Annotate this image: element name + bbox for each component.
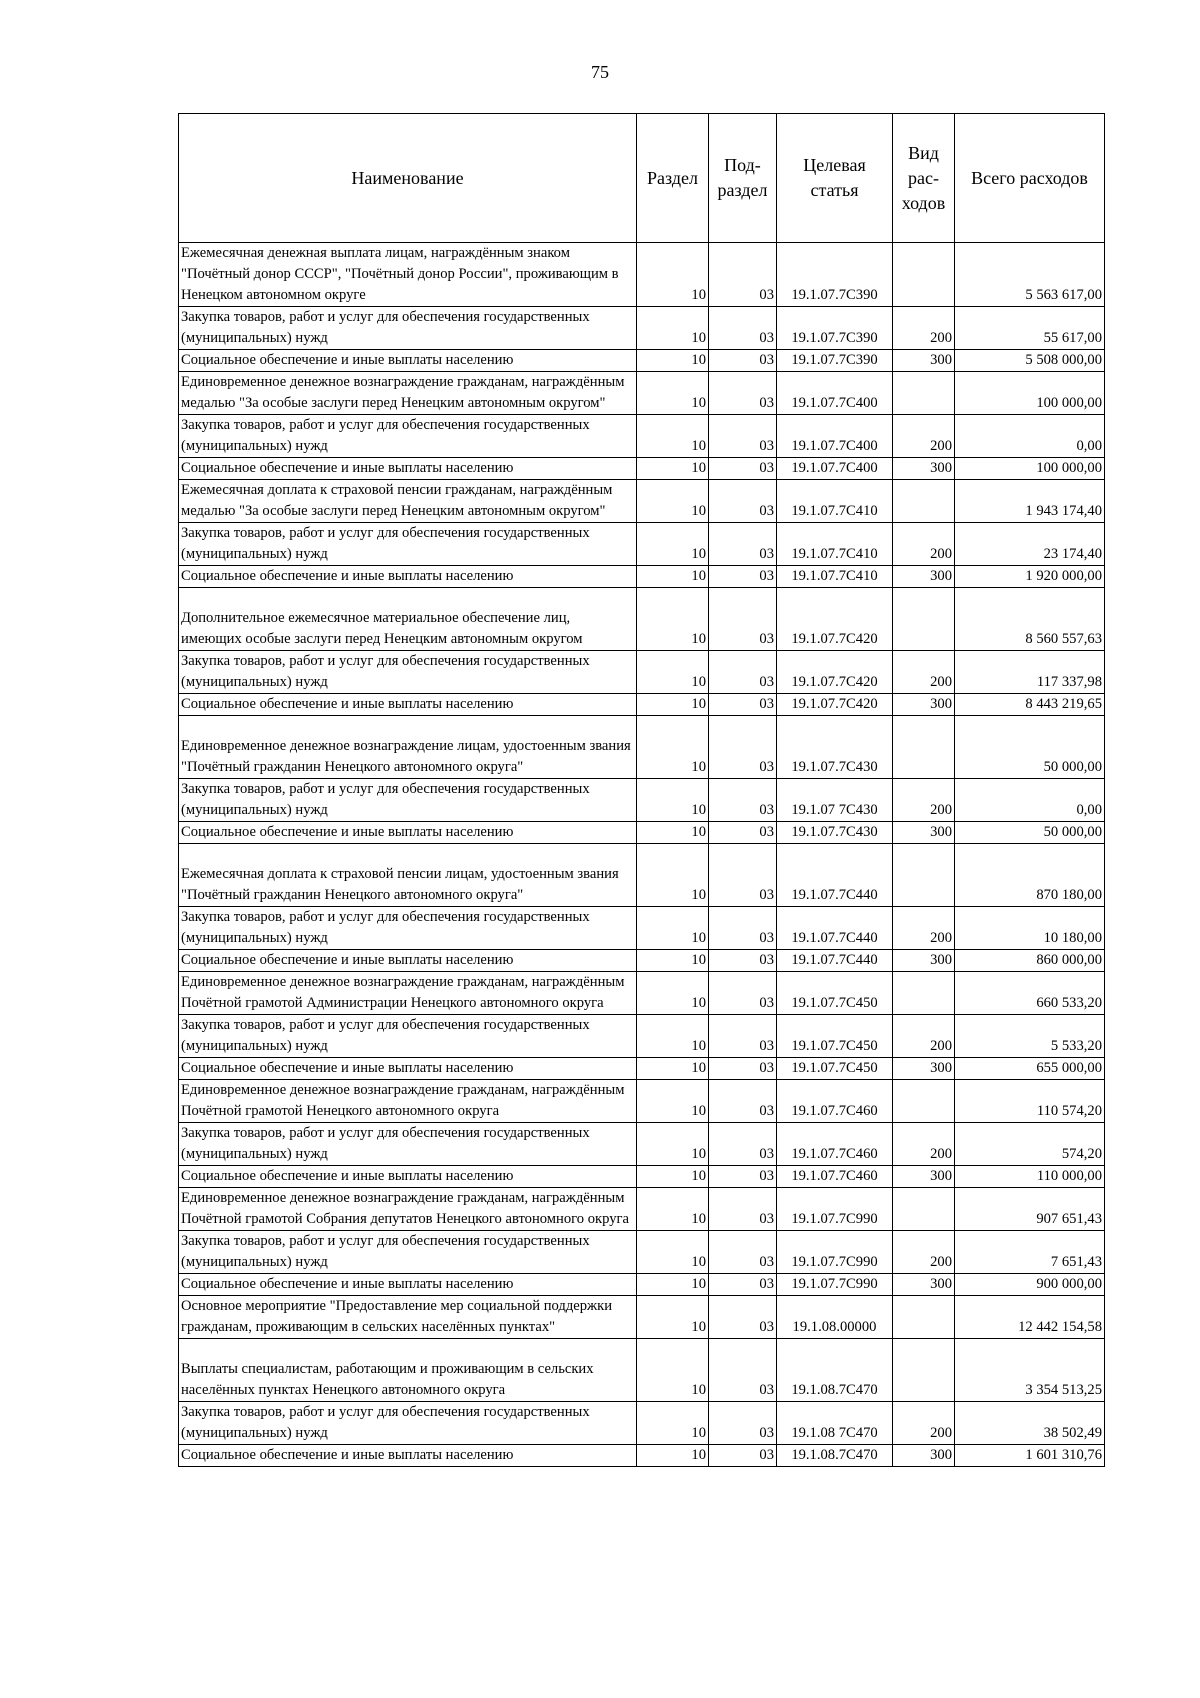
row-name: Социальное обеспечение и иные выплаты населению: [179, 1445, 637, 1467]
row-section: 10: [637, 651, 709, 694]
row-target: 19.1.07.7С390: [777, 243, 893, 307]
row-target: 19.1.07.7С440: [777, 844, 893, 907]
row-name: Закупка товаров, работ и услуг для обеспечения государственных (муниципальных) нужд: [179, 415, 637, 458]
row-name: Социальное обеспечение и иные выплаты населению: [179, 822, 637, 844]
row-expense-type: 200: [893, 1123, 955, 1166]
row-subsection: 03: [709, 1058, 777, 1080]
table-row: [179, 458, 1105, 480]
row-subsection: 03: [709, 307, 777, 350]
row-section: 10: [637, 972, 709, 1015]
table-row: [179, 1188, 1105, 1231]
row-section: 10: [637, 1339, 709, 1402]
row-target: 19.1.07.7С450: [777, 1015, 893, 1058]
row-section: 10: [637, 566, 709, 588]
row-target: 19.1.07.7С460: [777, 1080, 893, 1123]
row-subsection: 03: [709, 779, 777, 822]
row-subsection: 03: [709, 523, 777, 566]
row-subsection: 03: [709, 1231, 777, 1274]
row-target: 19.1.07.7С410: [777, 480, 893, 523]
row-expense-type: [893, 1188, 955, 1231]
row-subsection: 03: [709, 651, 777, 694]
table-row: [179, 1445, 1105, 1467]
row-target: 19.1.07.7С420: [777, 588, 893, 651]
row-target: 19.1.08.7С470: [777, 1445, 893, 1467]
row-expense-type: [893, 972, 955, 1015]
row-name: Социальное обеспечение и иные выплаты населению: [179, 950, 637, 972]
row-name: Единовременное денежное вознаграждение гражданам, награждённым Почётной грамотой Ненецкого автономного округа: [179, 1080, 637, 1123]
table-row: [179, 1231, 1105, 1274]
row-expense-type: 300: [893, 950, 955, 972]
row-subsection: 03: [709, 1296, 777, 1339]
row-total: 8 560 557,63: [955, 588, 1105, 651]
budget-table: [178, 113, 1105, 1467]
header-name: Наименование: [179, 114, 637, 243]
row-total: 655 000,00: [955, 1058, 1105, 1080]
row-section: 10: [637, 1058, 709, 1080]
row-subsection: 03: [709, 1274, 777, 1296]
row-expense-type: [893, 1339, 955, 1402]
row-expense-type: 300: [893, 1274, 955, 1296]
row-name: Основное мероприятие "Предоставление мер социальной поддержки гражданам, проживающим в сельских населённых пунктах": [179, 1296, 637, 1339]
row-total: 50 000,00: [955, 716, 1105, 779]
row-expense-type: 300: [893, 1058, 955, 1080]
table-row: [179, 1058, 1105, 1080]
table-row: [179, 651, 1105, 694]
row-section: 10: [637, 415, 709, 458]
row-total: 100 000,00: [955, 458, 1105, 480]
row-subsection: 03: [709, 950, 777, 972]
row-total: 110 000,00: [955, 1166, 1105, 1188]
row-total: 870 180,00: [955, 844, 1105, 907]
table-row: [179, 350, 1105, 372]
row-subsection: 03: [709, 588, 777, 651]
row-total: 5 508 000,00: [955, 350, 1105, 372]
row-total: 907 651,43: [955, 1188, 1105, 1231]
row-total: 12 442 154,58: [955, 1296, 1105, 1339]
row-name: Закупка товаров, работ и услуг для обеспечения государственных (муниципальных) нужд: [179, 1123, 637, 1166]
row-subsection: 03: [709, 907, 777, 950]
row-section: 10: [637, 844, 709, 907]
row-total: 0,00: [955, 779, 1105, 822]
table-row: [179, 1166, 1105, 1188]
table-row: [179, 1339, 1105, 1402]
row-total: 55 617,00: [955, 307, 1105, 350]
table-header-row: [179, 114, 1105, 243]
row-subsection: 03: [709, 1080, 777, 1123]
row-expense-type: 200: [893, 1015, 955, 1058]
table-row: [179, 1123, 1105, 1166]
row-target: 19.1.07.7С450: [777, 1058, 893, 1080]
row-section: 10: [637, 243, 709, 307]
table-row: [179, 822, 1105, 844]
row-name: Единовременное денежное вознаграждение гражданам, награждённым Почётной грамотой Администрации Ненецкого автономного округа: [179, 972, 637, 1015]
table-body: [179, 243, 1105, 1467]
row-subsection: 03: [709, 458, 777, 480]
row-section: 10: [637, 1080, 709, 1123]
row-name: Дополнительное ежемесячное материальное обеспечение лиц, имеющих особые заслуги перед Ненецким автономным округом: [179, 588, 637, 651]
row-section: 10: [637, 907, 709, 950]
row-name: Закупка товаров, работ и услуг для обеспечения государственных (муниципальных) нужд: [179, 523, 637, 566]
row-target: 19.1.07.7С990: [777, 1274, 893, 1296]
row-expense-type: [893, 480, 955, 523]
row-section: 10: [637, 1231, 709, 1274]
row-expense-type: [893, 716, 955, 779]
row-expense-type: [893, 844, 955, 907]
row-section: 10: [637, 1402, 709, 1445]
row-target: 19.1.07.7С450: [777, 972, 893, 1015]
row-target: 19.1.08 7С470: [777, 1402, 893, 1445]
row-target: 19.1.07.7С460: [777, 1123, 893, 1166]
row-total: 1 601 310,76: [955, 1445, 1105, 1467]
row-total: 574,20: [955, 1123, 1105, 1166]
row-name: Закупка товаров, работ и услуг для обеспечения государственных (муниципальных) нужд: [179, 779, 637, 822]
row-total: 100 000,00: [955, 372, 1105, 415]
row-target: 19.1.07.7С440: [777, 950, 893, 972]
row-expense-type: [893, 588, 955, 651]
table-row: [179, 480, 1105, 523]
row-target: 19.1.07.7С430: [777, 716, 893, 779]
row-target: 19.1.08.7С470: [777, 1339, 893, 1402]
row-name: Социальное обеспечение и иные выплаты населению: [179, 1166, 637, 1188]
row-section: 10: [637, 716, 709, 779]
row-subsection: 03: [709, 350, 777, 372]
row-name: Ежемесячная доплата к страховой пенсии лицам, удостоенным звания "Почётный гражданин Ненецкого автономного округа": [179, 844, 637, 907]
row-total: 5 533,20: [955, 1015, 1105, 1058]
row-subsection: 03: [709, 1015, 777, 1058]
row-target: 19.1.07 7С430: [777, 779, 893, 822]
row-section: 10: [637, 1445, 709, 1467]
row-subsection: 03: [709, 566, 777, 588]
row-target: 19.1.07.7С460: [777, 1166, 893, 1188]
row-subsection: 03: [709, 822, 777, 844]
row-target: 19.1.07.7С410: [777, 566, 893, 588]
row-section: 10: [637, 1296, 709, 1339]
row-total: 110 574,20: [955, 1080, 1105, 1123]
row-section: 10: [637, 350, 709, 372]
header-expense-type: Вид рас-ходов: [893, 114, 955, 243]
table-row: [179, 1402, 1105, 1445]
row-total: 0,00: [955, 415, 1105, 458]
row-expense-type: [893, 372, 955, 415]
row-target: 19.1.07.7С410: [777, 523, 893, 566]
row-subsection: 03: [709, 415, 777, 458]
row-name: Ежемесячная денежная выплата лицам, награждённым знаком "Почётный донор СССР", "Почётный донор России", проживающим в Ненецком автономном округе: [179, 243, 637, 307]
table-row: [179, 415, 1105, 458]
row-name: Закупка товаров, работ и услуг для обеспечения государственных (муниципальных) нужд: [179, 1231, 637, 1274]
row-target: 19.1.07.7С420: [777, 694, 893, 716]
row-name: Закупка товаров, работ и услуг для обеспечения государственных (муниципальных) нужд: [179, 907, 637, 950]
row-section: 10: [637, 822, 709, 844]
row-total: 660 533,20: [955, 972, 1105, 1015]
row-section: 10: [637, 1274, 709, 1296]
table-row: [179, 1080, 1105, 1123]
row-subsection: 03: [709, 1123, 777, 1166]
row-name: Единовременное денежное вознаграждение лицам, удостоенным звания "Почётный гражданин Ненецкого автономного округа": [179, 716, 637, 779]
row-total: 900 000,00: [955, 1274, 1105, 1296]
row-name: Закупка товаров, работ и услуг для обеспечения государственных (муниципальных) нужд: [179, 1015, 637, 1058]
header-total: Всего расходов: [955, 114, 1105, 243]
row-section: 10: [637, 1123, 709, 1166]
row-target: 19.1.07.7С400: [777, 458, 893, 480]
row-target: 19.1.07.7С990: [777, 1188, 893, 1231]
row-subsection: 03: [709, 844, 777, 907]
row-name: Единовременное денежное вознаграждение гражданам, награждённым Почётной грамотой Собрания депутатов Ненецкого автономного округа: [179, 1188, 637, 1231]
row-section: 10: [637, 458, 709, 480]
table-row: [179, 716, 1105, 779]
row-name: Закупка товаров, работ и услуг для обеспечения государственных (муниципальных) нужд: [179, 651, 637, 694]
table-row: [179, 1015, 1105, 1058]
row-expense-type: 300: [893, 694, 955, 716]
row-total: 3 354 513,25: [955, 1339, 1105, 1402]
table-row: [179, 1274, 1105, 1296]
row-total: 10 180,00: [955, 907, 1105, 950]
table-row: [179, 694, 1105, 716]
row-subsection: 03: [709, 1188, 777, 1231]
row-section: 10: [637, 523, 709, 566]
row-section: 10: [637, 694, 709, 716]
row-name: Закупка товаров, работ и услуг для обеспечения государственных (муниципальных) нужд: [179, 307, 637, 350]
row-total: 38 502,49: [955, 1402, 1105, 1445]
row-subsection: 03: [709, 716, 777, 779]
row-name: Социальное обеспечение и иные выплаты населению: [179, 566, 637, 588]
row-expense-type: 200: [893, 523, 955, 566]
row-expense-type: [893, 1296, 955, 1339]
row-expense-type: 200: [893, 415, 955, 458]
row-total: 1 943 174,40: [955, 480, 1105, 523]
row-subsection: 03: [709, 243, 777, 307]
page-number: 75: [591, 62, 609, 82]
row-name: Закупка товаров, работ и услуг для обеспечения государственных (муниципальных) нужд: [179, 1402, 637, 1445]
row-expense-type: 300: [893, 1445, 955, 1467]
table-row: [179, 523, 1105, 566]
row-section: 10: [637, 1188, 709, 1231]
row-target: 19.1.08.00000: [777, 1296, 893, 1339]
row-subsection: 03: [709, 1166, 777, 1188]
row-expense-type: 200: [893, 779, 955, 822]
row-name: Единовременное денежное вознаграждение гражданам, награждённым медалью "За особые заслуги перед Ненецким автономным округом": [179, 372, 637, 415]
row-section: 10: [637, 1015, 709, 1058]
row-name: Социальное обеспечение и иные выплаты населению: [179, 458, 637, 480]
table-row: [179, 307, 1105, 350]
table-row: [179, 243, 1105, 307]
row-expense-type: [893, 243, 955, 307]
row-section: 10: [637, 1166, 709, 1188]
row-subsection: 03: [709, 1339, 777, 1402]
table-row: [179, 566, 1105, 588]
table-row: [179, 588, 1105, 651]
row-target: 19.1.07.7С440: [777, 907, 893, 950]
row-subsection: 03: [709, 372, 777, 415]
row-subsection: 03: [709, 1445, 777, 1467]
table-row: [179, 950, 1105, 972]
row-target: 19.1.07.7С400: [777, 372, 893, 415]
row-target: 19.1.07.7С990: [777, 1231, 893, 1274]
table-row: [179, 1296, 1105, 1339]
row-target: 19.1.07.7С420: [777, 651, 893, 694]
row-total: 860 000,00: [955, 950, 1105, 972]
row-expense-type: 200: [893, 1231, 955, 1274]
row-name: Социальное обеспечение и иные выплаты населению: [179, 350, 637, 372]
row-section: 10: [637, 950, 709, 972]
row-expense-type: [893, 1080, 955, 1123]
row-total: 7 651,43: [955, 1231, 1105, 1274]
table-row: [179, 372, 1105, 415]
row-section: 10: [637, 372, 709, 415]
table-row: [179, 779, 1105, 822]
row-name: Социальное обеспечение и иные выплаты населению: [179, 694, 637, 716]
row-expense-type: 300: [893, 1166, 955, 1188]
row-name: Социальное обеспечение и иные выплаты населению: [179, 1058, 637, 1080]
row-expense-type: 200: [893, 307, 955, 350]
row-subsection: 03: [709, 972, 777, 1015]
row-expense-type: 300: [893, 350, 955, 372]
row-subsection: 03: [709, 480, 777, 523]
row-section: 10: [637, 480, 709, 523]
row-name: Выплаты специалистам, работающим и проживающим в сельских населённых пунктах Ненецкого автономного округа: [179, 1339, 637, 1402]
row-subsection: 03: [709, 1402, 777, 1445]
row-total: 117 337,98: [955, 651, 1105, 694]
row-section: 10: [637, 307, 709, 350]
row-expense-type: 200: [893, 1402, 955, 1445]
row-total: 5 563 617,00: [955, 243, 1105, 307]
row-total: 1 920 000,00: [955, 566, 1105, 588]
row-name: Социальное обеспечение и иные выплаты населению: [179, 1274, 637, 1296]
row-section: 10: [637, 779, 709, 822]
row-target: 19.1.07.7С430: [777, 822, 893, 844]
row-target: 19.1.07.7С390: [777, 307, 893, 350]
row-expense-type: 200: [893, 651, 955, 694]
row-expense-type: 200: [893, 907, 955, 950]
row-total: 50 000,00: [955, 822, 1105, 844]
row-expense-type: 300: [893, 822, 955, 844]
row-expense-type: 300: [893, 566, 955, 588]
header-subsection: Под-раздел: [709, 114, 777, 243]
table-row: [179, 844, 1105, 907]
row-target: 19.1.07.7С390: [777, 350, 893, 372]
header-target: Целевая статья: [777, 114, 893, 243]
row-subsection: 03: [709, 694, 777, 716]
row-section: 10: [637, 588, 709, 651]
row-expense-type: 300: [893, 458, 955, 480]
table-row: [179, 907, 1105, 950]
row-total: 23 174,40: [955, 523, 1105, 566]
header-section: Раздел: [637, 114, 709, 243]
row-name: Ежемесячная доплата к страховой пенсии гражданам, награждённым медалью "За особые заслуги перед Ненецким автономным округом": [179, 480, 637, 523]
table-row: [179, 972, 1105, 1015]
row-total: 8 443 219,65: [955, 694, 1105, 716]
row-target: 19.1.07.7С400: [777, 415, 893, 458]
